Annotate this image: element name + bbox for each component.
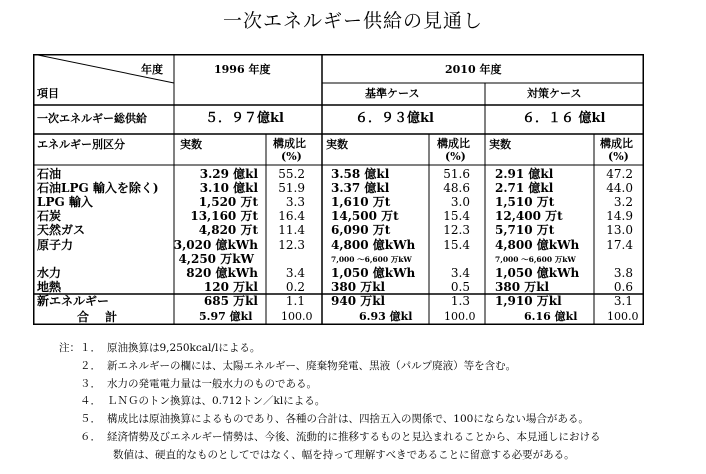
note-number: ６．: [80, 430, 101, 443]
row-7-rpolicy: 3.8: [613, 265, 633, 280]
actual-header-base: 実数: [326, 138, 348, 151]
row-7-a1996: 820 億kWh: [186, 265, 258, 280]
row-0-apolicy: 2.91 億kl: [495, 167, 554, 181]
year-label: 年度: [141, 63, 163, 76]
row-9-rbase: 1.3: [450, 293, 470, 308]
row-4-a1996: 4,820 万t: [198, 223, 258, 238]
row-2-label: LPG 輸入: [37, 195, 93, 210]
note-number: ５．: [80, 413, 101, 426]
row-3-apolicy: 12,400 万t: [495, 209, 563, 224]
row-1-rbase: 48.6: [443, 181, 470, 196]
row-8-r1996: 0.2: [285, 279, 305, 294]
supply-table: [33, 54, 644, 325]
row-4-label: 天然ガス: [37, 223, 86, 238]
row-5-abase: 4,800 億kWh: [331, 237, 416, 252]
row-9-rpolicy: 3.1: [613, 293, 633, 308]
note-text: 原油換算は9,250kcal/lによる。: [107, 342, 261, 354]
row-4-r1996: 11.4: [278, 223, 305, 238]
row-7-r1996: 3.4: [285, 265, 305, 280]
row-7-label: 水力: [37, 265, 62, 280]
total-supply-base: ６．９３億kl: [355, 111, 434, 126]
row-5-r1996: 12.3: [278, 237, 305, 252]
grand-total-ratio-1996: 100.0: [281, 310, 313, 323]
row-4-rbase: 12.3: [443, 223, 470, 238]
row-2-rpolicy: 3.2: [613, 195, 633, 210]
row-7-rbase: 3.4: [450, 265, 470, 280]
row-8-a1996: 120 万kl: [203, 279, 258, 294]
note-text: 新エネルギーの欄には、太陽エネルギー、廃棄物発電、黒液（パルプ廃液）等を含む。: [107, 359, 517, 372]
note-text: 構成比は原油換算によるものであり、各種の合計は、四捨五入の関係で、100にならない場合がある。: [107, 413, 589, 426]
total-supply-policy: ６．１６ 億kl: [522, 111, 606, 126]
row-1-abase: 3.37 億kl: [331, 181, 390, 196]
row-5-rbase: 15.4: [443, 237, 470, 252]
row-1-rpolicy: 44.0: [606, 181, 633, 196]
row-9-apolicy: 1,910 万kl: [495, 293, 562, 308]
row-1-r1996: 51.9: [278, 181, 305, 196]
note-number: ４．: [80, 395, 101, 408]
grand-total-policy: 6.16 億kl: [524, 310, 578, 323]
note-text: 水力の発電電力量は一般水力のものである。: [107, 377, 317, 390]
note-text: 経済情勢及びエネルギー情勢は、今後、流動的に推移するものと見込まれることから、本見通しにおける: [107, 430, 601, 443]
note-number: ２．: [80, 359, 101, 372]
grand-total-ratio-policy: 100.0: [607, 310, 639, 323]
row-2-r1996: 3.3: [285, 195, 305, 210]
actual-header-policy: 実数: [489, 138, 511, 151]
row-3-r1996: 16.4: [278, 209, 305, 224]
row-3-abase: 14,500 万t: [331, 209, 399, 224]
policy-case-header: 対策ケース: [527, 87, 582, 100]
row-6-a1996: 4,250 万kW: [178, 251, 254, 266]
row-7-abase: 1,050 億kWh: [331, 265, 416, 280]
row-1-a1996: 3.10 億kl: [199, 181, 258, 196]
row-5-rpolicy: 17.4: [606, 237, 633, 252]
base-case-header: 基準ケース: [365, 87, 420, 100]
category-label: エネルギー別区分: [37, 138, 125, 151]
row-0-abase: 3.58 億kl: [331, 167, 390, 181]
row-1-label: 石油LPG 輸入を除く): [37, 181, 159, 196]
note-line: [55, 358, 601, 376]
year-2010-header: 2010 年度: [445, 63, 502, 76]
note-number: ３．: [80, 377, 101, 390]
ratio-unit-base: (%): [445, 150, 466, 163]
row-0-a1996: 3.29 億kl: [199, 167, 258, 181]
row-0-r1996: 55.2: [278, 167, 305, 181]
grand-total-label: 合 計: [77, 310, 124, 324]
row-0-rbase: 51.6: [443, 167, 470, 181]
row-7-apolicy: 1,050 億kWh: [495, 265, 580, 280]
row-2-a1996: 1,520 万t: [198, 195, 258, 210]
row-3-label: 石炭: [37, 209, 62, 224]
row-3-a1996: 13,160 万t: [190, 209, 258, 224]
year-1996-header: 1996 年度: [214, 63, 271, 76]
total-supply-label: 一次エネルギー総供給: [37, 112, 147, 125]
row-9-r1996: 1.1: [285, 293, 305, 308]
row-2-rbase: 3.0: [450, 195, 470, 210]
page-title: 一次エネルギー供給の見通し: [222, 10, 483, 32]
notes-section: [55, 340, 601, 465]
item-label: 項目: [37, 87, 59, 100]
row-8-abase: 380 万kl: [331, 279, 386, 294]
row-8-rbase: 0.5: [450, 279, 470, 294]
row-8-label: 地熱: [37, 279, 62, 294]
row-0-label: 石油: [37, 167, 62, 181]
row-6-apolicy: 7,000 ～6,600 万kW: [495, 254, 576, 264]
grand-total-1996: 5.97 億kl: [199, 310, 253, 323]
actual-header-1996: 実数: [180, 138, 202, 151]
note-line: [55, 393, 601, 411]
ratio-unit-1996: (%): [281, 150, 302, 163]
row-3-rpolicy: 14.9: [606, 209, 633, 224]
note-line: [55, 447, 601, 465]
ratio-unit-policy: (%): [608, 150, 629, 163]
note-line: [55, 376, 601, 394]
row-4-abase: 6,090 万t: [331, 223, 391, 238]
row-9-a1996: 685 万kl: [203, 293, 258, 308]
row-2-apolicy: 1,510 万t: [495, 195, 555, 210]
row-5-label: 原子力: [37, 237, 74, 252]
total-supply-1996: ５．９７億kl: [205, 111, 284, 126]
row-9-label: 新エネルギー: [37, 293, 110, 308]
note-text: ＬＮＧのトン換算は、0.712トン／klによる。: [107, 395, 326, 408]
row-4-apolicy: 5,710 万t: [495, 223, 555, 238]
row-8-apolicy: 380 万kl: [495, 279, 550, 294]
row-4-rpolicy: 13.0: [606, 223, 633, 238]
row-5-apolicy: 4,800 億kWh: [495, 237, 580, 252]
row-0-rpolicy: 47.2: [606, 167, 633, 181]
row-2-abase: 1,610 万t: [331, 195, 391, 210]
ratio-header-1996: 構成比: [273, 137, 306, 150]
row-1-apolicy: 2.71 億kl: [495, 181, 554, 196]
row-3-rbase: 15.4: [443, 209, 470, 224]
grand-total-base: 6.93 億kl: [359, 310, 413, 323]
note-number: 注：１．: [59, 342, 101, 354]
note-line: [55, 340, 601, 358]
ratio-header-base: 構成比: [437, 137, 470, 150]
note-text: 数値は、硬直的なものとしてではなく、幅を持って理解すべきであることに留意する必要がある。: [113, 448, 575, 461]
row-8-rpolicy: 0.6: [613, 279, 633, 294]
note-line: [55, 411, 601, 429]
row-6-abase: 7,000 ～6,600 万kW: [331, 254, 412, 264]
grand-total-ratio-base: 100.0: [444, 310, 476, 323]
row-5-a1996: 3,020 億kWh: [173, 237, 258, 252]
row-9-abase: 940 万kl: [331, 293, 386, 308]
ratio-header-policy: 構成比: [600, 137, 633, 150]
note-line: [55, 429, 601, 447]
